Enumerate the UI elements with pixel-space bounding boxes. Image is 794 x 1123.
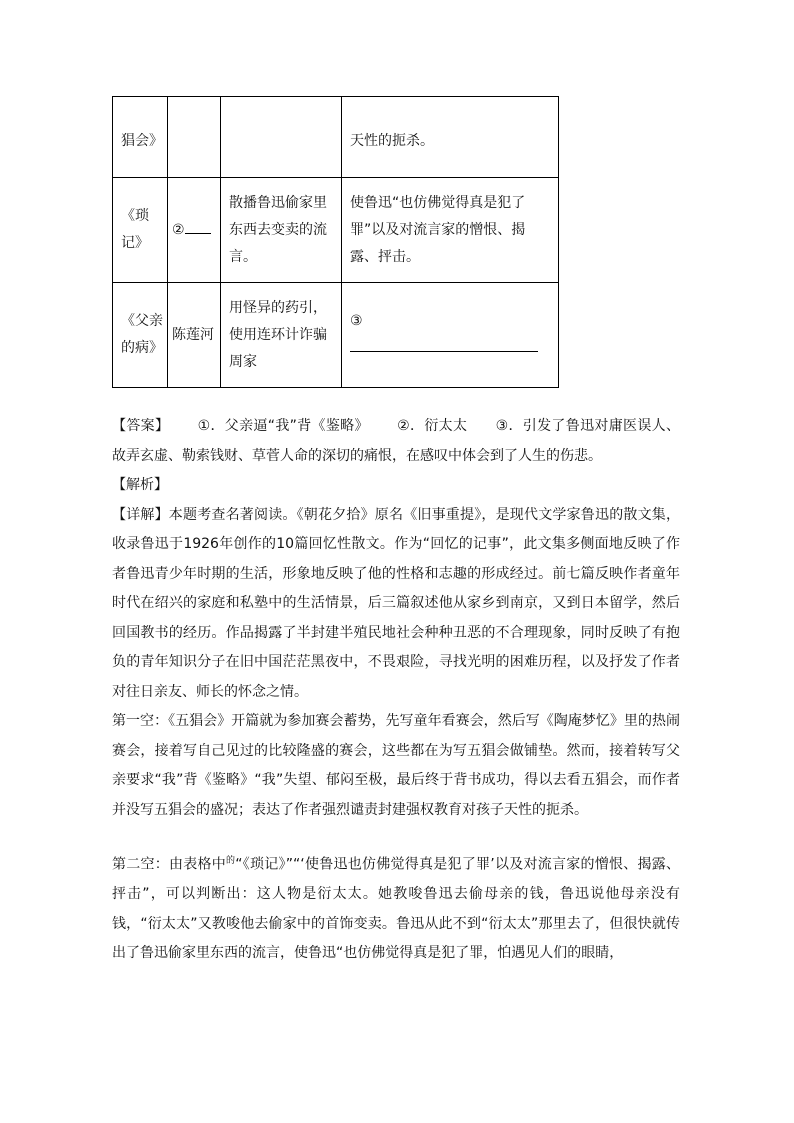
analysis-label: 【解析】 <box>112 477 168 493</box>
table-row <box>113 178 559 283</box>
table-cell: 《琐记》 <box>113 178 168 283</box>
solution-text <box>112 412 680 969</box>
blank-number: ② <box>172 221 185 238</box>
table-cell: 陈莲河 <box>168 283 221 388</box>
table-cell <box>168 178 221 283</box>
answer-table <box>112 96 559 388</box>
answer-blank <box>185 219 211 234</box>
blank-number: ③ <box>350 313 363 329</box>
answer-3: ③．引发了鲁迅对庸医误人、故弄玄虚、勒索钱财、草菅人命的深切的痛恨，在感叹中体会到了人生的伤悲。 <box>112 418 680 464</box>
table-row <box>113 283 559 388</box>
answer-label: 【答案】 <box>112 418 170 434</box>
table-cell: 用怪异的药引，使用连环计诈骗周家 <box>221 283 342 388</box>
second-blank-paragraph: 第二空：由表格中$^的$“《琐记》”“‘使鲁迅也仿佛觉得真是犯了罪’以及对流言家的憎恨、揭露、抨击”，可以判断出：这人物是衍太太。她教唆鲁迅去偷母亲的钱，鲁迅说他母亲没有钱，“衍太太”又教唆他去偷家中的首饰变卖。鲁迅从此不到“衍太太”那里去了，但很快就传出了鲁迅偷家里东西的流言，使鲁迅“也仿佛觉得真是犯了罪，怕遇见人们的眼睛， <box>112 856 680 962</box>
detail-paragraph: 【详解】本题考查名著阅读。《朝花夕拾》原名《旧事重提》，是现代文学家鲁迅的散文集，收录鲁迅于1926年创作的10篇回忆性散文。作为“回忆的记事”，此文集多侧面地反映了作者鲁迅青少年时期的生活，形象地反映了他的性格和志趣的形成经过。前七篇反映作者童年时代在绍兴的家庭和私塾中的生活情景，后三篇叙述他从家乡到南京，又到日本留学，然后回国教书的经历。作品揭露了半封建半殖民地社会种种丑恶的不合理现象，同时反映了有抱负的青年知识分子在旧中国茫茫黑夜中，不畏艰险，寻找光明的困难历程，以及抒发了作者对往日亲友、师长的怀念之情。 <box>112 506 680 700</box>
table-cell: 散播鲁迅偷家里东西去变卖的流言。 <box>221 178 342 283</box>
table-cell <box>168 97 221 178</box>
answer-2: ②．衍太太 <box>396 418 468 434</box>
table-cell: 天性的扼杀。 <box>342 97 559 178</box>
table-cell: 使鲁迅“也仿佛觉得真是犯了罪”以及对流言家的憎恨、揭露、抨击。 <box>342 178 559 283</box>
answer-1: ①．父亲逼“我”背《鉴略》 <box>197 418 369 434</box>
table-row <box>113 97 559 178</box>
first-blank-paragraph: 第一空：《五猖会》开篇就为参加赛会蓄势，先写童年看赛会，然后写《陶庵梦忆》里的热闹赛会，接着写自己见过的比较隆盛的赛会，这些都在为写五猖会做铺垫。然而，接着转写父亲要求“我”背《鉴略》“我”失望、郁闷至极，最后终于背书成功，得以去看五猖会，而作者并没写五猖会的盛况；表达了作者强烈谴责封建强权教育对孩子天性的扼杀。 <box>112 713 680 818</box>
table-cell <box>221 97 342 178</box>
answer-blank <box>350 337 538 352</box>
table-cell: 《父亲的病》 <box>113 283 168 388</box>
answer-paragraph <box>112 412 680 471</box>
table-cell <box>342 283 559 388</box>
table-cell: 猖会》 <box>113 97 168 178</box>
